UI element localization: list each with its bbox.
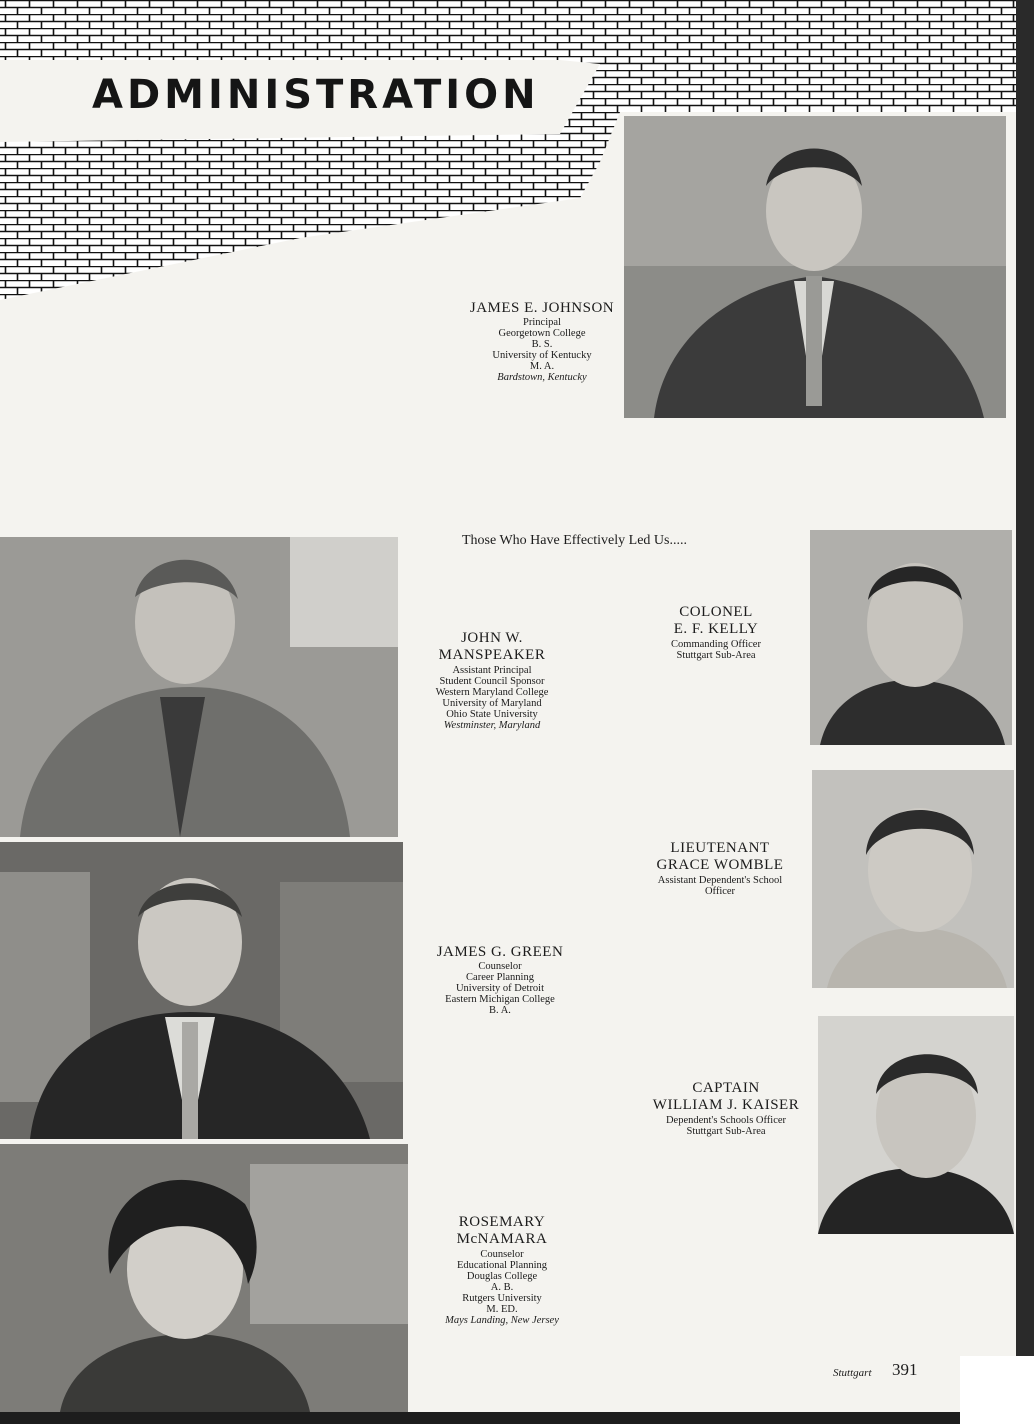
photo-william-kaiser xyxy=(818,1016,1014,1234)
portrait-man-icon xyxy=(0,842,403,1139)
staff-rank: LIEUTENANT xyxy=(670,840,770,856)
page-edge-rule xyxy=(1016,0,1034,1424)
staff-name: JOHN W. xyxy=(461,630,523,646)
staff-detail: University of Kentucky xyxy=(492,350,592,362)
photo-john-manspeaker xyxy=(0,537,398,837)
staff-detail: Assistant Dependent's School xyxy=(657,874,783,886)
staff-hometown: Mays Landing, New Jersey xyxy=(445,1314,559,1326)
staff-detail: Commanding Officer xyxy=(671,638,761,650)
portrait-officer-icon xyxy=(810,530,1012,745)
staff-detail: M. A. xyxy=(529,361,555,373)
caption-james-johnson xyxy=(432,300,652,384)
staff-detail: Student Council Sponsor xyxy=(439,675,545,687)
portrait-woman-icon xyxy=(0,1144,408,1412)
photo-rosemary-mcnamara xyxy=(0,1144,408,1412)
staff-name: GRACE WOMBLE xyxy=(656,857,784,874)
staff-detail: Eastern Michigan College xyxy=(445,994,555,1006)
staff-detail: Georgetown College xyxy=(498,328,586,340)
photo-james-johnson xyxy=(624,116,1006,418)
staff-detail: Career Planning xyxy=(466,972,534,984)
staff-hometown: Westminster, Maryland xyxy=(443,719,541,731)
staff-detail: Principal xyxy=(523,317,561,329)
staff-name: WILLIAM J. KAISER xyxy=(652,1097,800,1114)
staff-detail: B. A. xyxy=(489,1005,511,1017)
staff-detail: Douglas College xyxy=(466,1270,538,1282)
staff-name: McNAMARA xyxy=(456,1231,548,1248)
page-title: ADMINISTRATION xyxy=(92,72,540,118)
staff-detail: Counselor xyxy=(478,961,522,973)
staff-name: JAMES G. GREEN xyxy=(436,944,564,960)
caption-rosemary-mcnamara xyxy=(392,1214,612,1327)
caption-ef-kelly xyxy=(606,604,826,661)
staff-detail: Ohio State University xyxy=(446,708,538,720)
caption-james-green xyxy=(390,944,610,1016)
staff-rank: COLONEL xyxy=(679,604,753,620)
caption-grace-womble xyxy=(610,840,830,897)
section-tagline: Those Who Have Effectively Led Us..... xyxy=(462,533,687,548)
staff-detail: Dependent's Schools Officer xyxy=(665,1114,787,1126)
staff-detail: Educational Planning xyxy=(456,1259,548,1271)
staff-detail: Counselor xyxy=(480,1248,524,1260)
portrait-officer-icon xyxy=(818,1016,1014,1234)
footer-label: Stuttgart xyxy=(833,1367,872,1379)
caption-william-kaiser xyxy=(616,1080,836,1137)
staff-detail: Officer xyxy=(704,885,736,897)
staff-name: JAMES E. JOHNSON xyxy=(469,300,615,316)
staff-detail: Stuttgart Sub-Area xyxy=(686,1125,766,1137)
staff-name: ROSEMARY xyxy=(458,1214,546,1230)
portrait-man-icon xyxy=(0,537,398,837)
page-corner xyxy=(960,1356,1034,1424)
staff-rank: CAPTAIN xyxy=(692,1080,760,1096)
photo-ef-kelly xyxy=(810,530,1012,745)
staff-detail: University of Detroit xyxy=(455,983,545,995)
staff-detail: Rutgers University xyxy=(462,1292,542,1304)
staff-detail: Western Maryland College xyxy=(435,686,549,698)
staff-detail: M. ED. xyxy=(486,1303,518,1315)
caption-john-manspeaker xyxy=(382,630,602,732)
photo-grace-womble xyxy=(812,770,1014,988)
photo-james-green xyxy=(0,842,403,1139)
staff-detail: A. B. xyxy=(490,1281,514,1293)
staff-name: E. F. KELLY xyxy=(673,621,759,638)
staff-detail: B. S. xyxy=(531,339,553,351)
staff-name: MANSPEAKER xyxy=(438,647,546,664)
staff-detail: Stuttgart Sub-Area xyxy=(676,649,756,661)
page-number: 391 xyxy=(892,1360,918,1379)
bottom-rule xyxy=(0,1412,960,1424)
staff-detail: Assistant Principal xyxy=(452,664,532,676)
staff-hometown: Bardstown, Kentucky xyxy=(497,372,587,384)
portrait-man-icon xyxy=(624,116,1006,418)
portrait-woman-officer-icon xyxy=(812,770,1014,988)
staff-detail: University of Maryland xyxy=(442,697,542,709)
